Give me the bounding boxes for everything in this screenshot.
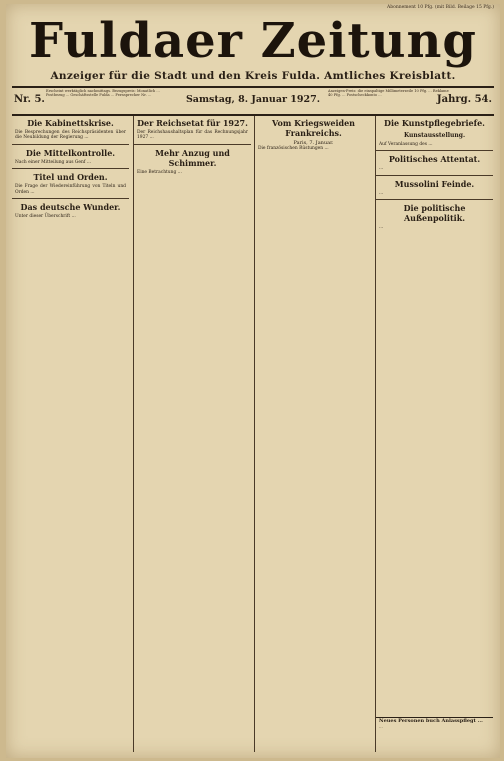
newspaper-masthead: Fuldaer Zeitung <box>29 13 477 69</box>
issue-number: Nr. 5. <box>14 94 45 105</box>
masthead-subtitle: Anzeiger für die Stadt und den Kreis Fulda. Amtliches Kreisblatt. <box>50 70 456 82</box>
headline: Die Kabinettskrise. <box>27 118 114 128</box>
headline: Die Mittelkontrolle. <box>25 147 116 158</box>
subscription-info: Erscheint werktäglich nachmittags. Bezugspreis: Monatlich ... Postbezug ... Geschäftsstelle Fulda ... Fernsprecher Nr. ... <box>46 89 160 98</box>
headline: Das deutsche Wunder. <box>20 202 121 213</box>
volume-year: Jahrg. 54. <box>436 94 492 105</box>
issue-date: Samstag, 8. Januar 1927. <box>185 94 321 105</box>
headline: Politisches Attentat. <box>388 154 481 165</box>
advert-body: ... <box>379 724 383 729</box>
headline: Vom Kriegsweiden Frankreichs. <box>272 118 355 138</box>
headline: Die Kunstpflegebriefe. <box>384 118 485 128</box>
article-body: Nach einer Mitteilung aus Genf ... <box>15 159 91 165</box>
article-body: Die französischen Rüstungen ... <box>258 146 329 151</box>
headline: Mussolini Feinde. <box>394 178 475 189</box>
divider <box>376 150 493 151</box>
article-body: Die Besprechungen des Reichspräsidenten über die Neubildung der Regierung ... <box>15 130 126 141</box>
column-2 <box>133 116 251 752</box>
article-body: Unter dieser Überschrift ... <box>15 214 76 220</box>
dateline: Paris, 7. Januar. <box>293 140 334 146</box>
advert-rates: Anzeigen-Preis: die einspaltige Millimeterzeile 10 Pfg. ... Reklame 40 Pfg. ... Postscheckkonto ... <box>328 89 449 98</box>
article-body: Die Frage der Wiedereinführung von Titeln und Orden ... <box>15 184 126 195</box>
article-body: ... <box>379 166 384 172</box>
headline: Titel und Orden. <box>33 172 108 183</box>
advert-title: Neues Personen buch Anlasspflegt ... <box>379 718 483 724</box>
issue-band <box>12 86 494 116</box>
divider <box>12 168 129 169</box>
article-body: ... <box>379 225 384 231</box>
advertisement <box>376 717 493 752</box>
newspaper-page <box>6 4 500 758</box>
article-body: ... <box>379 190 384 196</box>
price-note: Abonnement 10 Pfg. (mit Bild. Beilage 15 Pfg.) <box>386 5 494 10</box>
divider <box>376 175 493 176</box>
article-body: Der Reichshaushaltsplan für das Rechnungsjahr 1927 ... <box>137 130 248 141</box>
headline: Die politische Außenpolitik. <box>403 203 466 224</box>
article-body: Auf Veranlassung des ... <box>379 142 433 147</box>
divider <box>134 144 251 145</box>
column-1 <box>12 116 129 752</box>
divider <box>12 144 129 145</box>
column-4 <box>375 116 493 752</box>
divider <box>376 199 493 200</box>
headline: Der Reichsetat für 1927. <box>137 118 248 128</box>
article-columns <box>12 116 494 752</box>
subheadline: Kunstausstellung. <box>403 132 466 139</box>
column-3 <box>254 116 372 752</box>
article-body: Eine Betrachtung ... <box>137 169 182 175</box>
divider <box>12 198 129 199</box>
headline: Mehr Anzug und Schimmer. <box>155 147 230 168</box>
